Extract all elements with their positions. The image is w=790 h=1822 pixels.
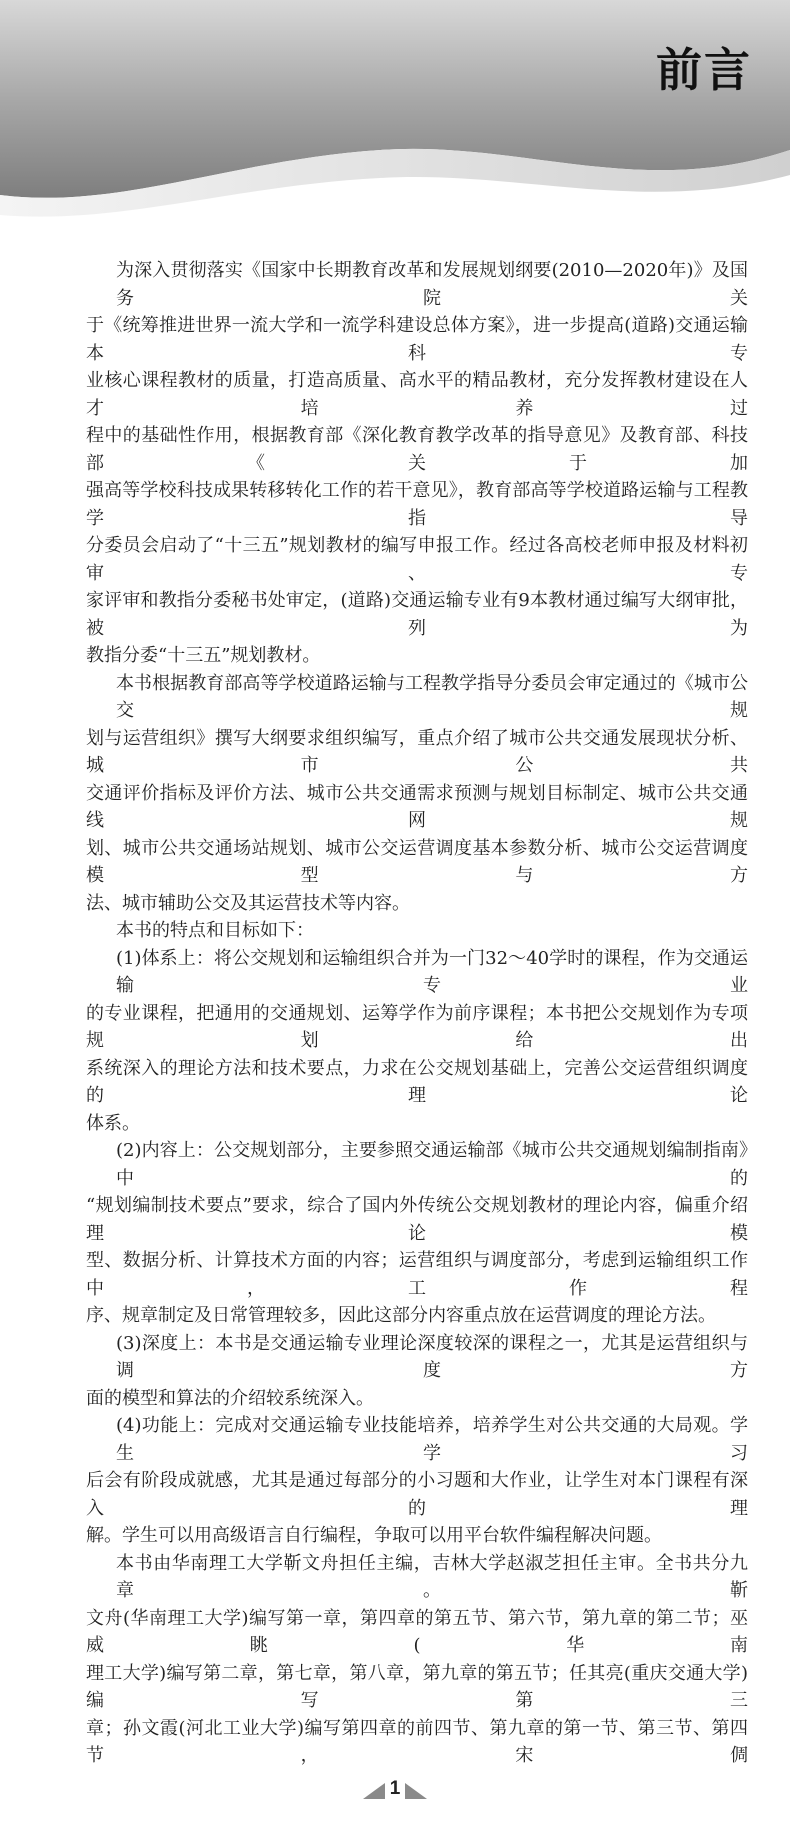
text-line: 体系。 [86, 1112, 140, 1134]
text-line: (4)功能上：完成对交通运输专业技能培养，培养学生对公共交通的大局观。学生学习 [116, 1415, 748, 1464]
page-title: 前言 [656, 43, 752, 97]
text-line: 分委员会启动了“十三五”规划教材的编写申报工作。经过各高校老师申报及材料初审、专 [86, 535, 748, 584]
text-line: 章；孙文霞(河北工业大学)编写第四章的前四节、第九章的第一节、第三节、第四节，宋倜 [86, 1717, 748, 1766]
text-line: 理工大学)编写第二章，第七章，第八章，第九章的第五节；任其亮(重庆交通大学)编写第三 [86, 1662, 748, 1711]
text-line: 序、规章制定及日常管理较多，因此这部分内容重点放在运营调度的理论方法。 [86, 1305, 716, 1326]
text-line: 于《统筹推进世界一流大学和一流学科建设总体方案》，进一步提高(道路)交通运输本科专 [86, 315, 748, 364]
page-header-banner [0, 0, 790, 230]
page-number: 1 [389, 1778, 401, 1799]
paragraph [86, 917, 748, 945]
text-line: 后会有阶段成就感，尤其是通过每部分的小习题和大作业，让学生对本门课程有深入的理 [86, 1470, 748, 1519]
text-line: (1)体系上：将公交规划和运输组织合并为一门32～40学时的课程，作为交通运输专业 [116, 947, 748, 996]
text-line: 划与运营组织》撰写大纲要求组织编写，重点介绍了城市公共交通发展现状分析、城市公共 [86, 727, 748, 776]
text-line: 家评审和教指分委秘书处审定，(道路)交通运输专业有9本教材通过编写大纲审批，被列为 [86, 590, 748, 639]
text-line: 划、城市公共交通场站规划、城市公交运营调度基本参数分析、城市公交运营调度模型与方 [86, 837, 748, 886]
text-line: 本书的特点和目标如下： [116, 920, 314, 941]
text-line: 为深入贯彻落实《国家中长期教育改革和发展规划纲要(2010—2020年)》及国务院关 [116, 260, 748, 309]
text-line: 的专业课程，把通用的交通规划、运筹学作为前序课程；本书把公交规划作为专项规划给出 [86, 1002, 748, 1051]
text-line: 系统深入的理论方法和技术要点，力求在公交规划基础上，完善公交运营组织调度的理论 [86, 1057, 748, 1106]
text-line: 型、数据分析、计算技术方面的内容；运营组织与调度部分，考虑到运输组织工作中，工作程 [86, 1250, 748, 1299]
text-line: 本书根据教育部高等学校道路运输与工程教学指导分委员会审定通过的《城市公交规 [116, 672, 748, 721]
paragraph [86, 945, 748, 1138]
text-line: 解。学生可以用高级语言自行编程，争取可以用平台软件编程解决问题。 [86, 1525, 662, 1546]
text-line: 强高等学校科技成果转移转化工作的若干意见》，教育部高等学校道路运输与工程教学指导 [86, 480, 748, 529]
right-triangle-icon [405, 1783, 427, 1799]
text-line: 面的模型和算法的介绍较系统深入。 [86, 1387, 374, 1409]
left-triangle-icon [363, 1783, 385, 1799]
text-line: 本书由华南理工大学靳文舟担任主编，吉林大学赵淑芝担任主审。全书共分九章。靳 [116, 1552, 748, 1601]
paragraph [86, 1550, 748, 1770]
preface-body [86, 257, 748, 1770]
text-line: 业核心课程教材的质量，打造高质量、高水平的精品教材，充分发挥教材建设在人才培养过 [86, 370, 748, 419]
paragraph [86, 1412, 748, 1550]
text-line: 法、城市辅助公交及其运营技术等内容。 [86, 892, 410, 914]
text-line: 教指分委“十三五”规划教材。 [86, 645, 321, 666]
page-footer [0, 1778, 790, 1808]
text-line: 程中的基础性作用，根据教育部《深化教育教学改革的指导意见》及教育部、科技部《关于加 [86, 425, 748, 474]
paragraph [86, 670, 748, 918]
text-line: “规划编制技术要点”要求，综合了国内外传统公交规划教材的理论内容，偏重介绍理论模 [86, 1195, 748, 1244]
paragraph [86, 1137, 748, 1330]
text-line: 文舟(华南理工大学)编写第一章，第四章的第五节、第六节，第九章的第二节；巫威眺(华南 [86, 1607, 748, 1656]
text-line: (2)内容上：公交规划部分，主要参照交通运输部《城市公共交通规划编制指南》中的 [116, 1140, 748, 1189]
text-line: (3)深度上：本书是交通运输专业理论深度较深的课程之一，尤其是运营组织与调度方 [116, 1332, 748, 1381]
paragraph [86, 257, 748, 670]
paragraph [86, 1330, 748, 1413]
text-line: 交通评价指标及评价方法、城市公共交通需求预测与规划目标制定、城市公共交通线网规 [86, 782, 748, 831]
